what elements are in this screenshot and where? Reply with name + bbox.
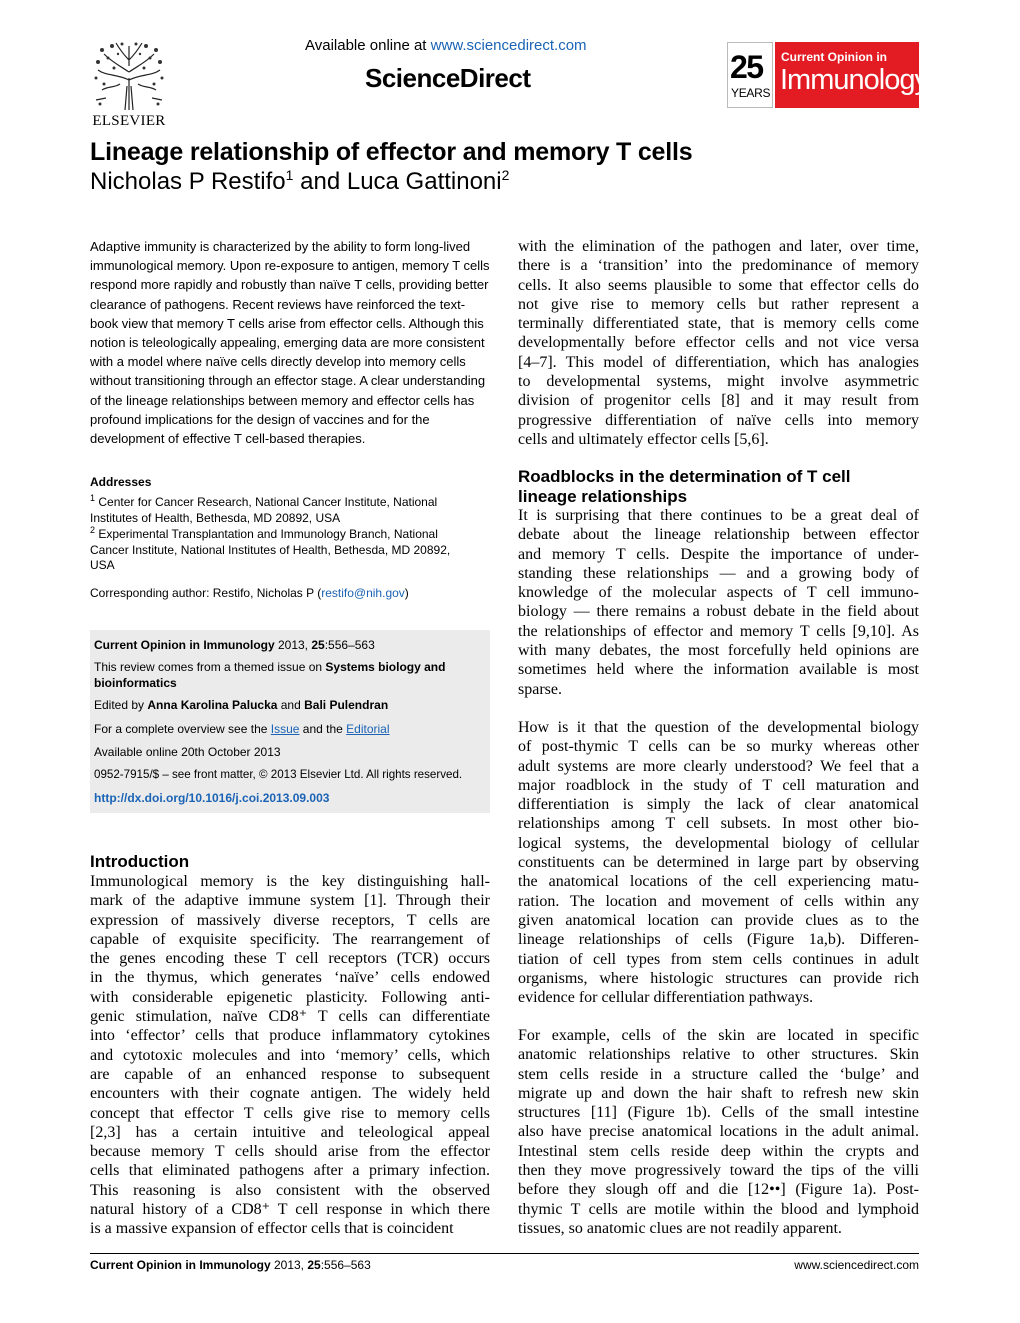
authors-and: and	[293, 168, 347, 195]
info-editor-2: Bali Pulendran	[304, 698, 389, 712]
introduction-line: because memory T cells should arise from the effector	[90, 1143, 490, 1161]
roadblocks-p2-line: of post-thymic T cells can be so murky whereas other	[518, 738, 919, 756]
info-journal: Current Opinion in Immunology	[94, 638, 275, 652]
article-info-box	[90, 630, 490, 813]
roadblocks-p3-line: stem cells reside in a structure called the ‘bulge’ and	[518, 1065, 919, 1083]
anniversary-badge	[727, 42, 773, 108]
roadblocks-p2-line: differentiation is simply the lack of clear anatomical	[518, 796, 919, 814]
roadblocks-p2-line: major roadblock in the study of T cell maturation and	[518, 776, 919, 794]
address-2-text: Experimental Transplantation and Immunology Branch, National Cancer Institute, National Institutes of Health, Bethesda, MD 20892, USA	[90, 527, 451, 572]
introduction-line: cells that eliminated pathogens after a primary infection.	[90, 1162, 490, 1180]
sciencedirect-link[interactable]: www.sciencedirect.com	[430, 37, 587, 54]
author-1-affiliation: 1	[285, 167, 294, 183]
corresponding-author	[90, 586, 409, 600]
info-edited-and: and	[277, 698, 305, 712]
roadblocks-heading	[518, 467, 851, 507]
roadblocks-p1-line: and memory T cells. Despite the importance of under-	[518, 545, 919, 563]
roadblocks-p2-line: constituents can be determined in large part by observing	[518, 854, 919, 872]
introduction-line: capable of exquisite specificity. The rearrangement of	[90, 930, 490, 948]
roadblocks-p1-line: It is surprising that there continues to be a great deal of	[518, 507, 919, 524]
info-volume: 25	[311, 638, 325, 652]
roadblocks-p2-line: lineage relationships of cells (Figure 1a,b). Differen-	[518, 931, 919, 949]
address-2-number: 2	[90, 525, 96, 535]
info-editor-1: Anna Karolina Palucka	[147, 698, 278, 712]
sciencedirect-logo: ScienceDirect	[365, 63, 531, 93]
info-citation	[94, 637, 470, 653]
roadblocks-p1-line: knowledge of the molecular aspects of T cell immuno-	[518, 584, 919, 602]
address-2	[90, 523, 470, 574]
introduction-line: the genes encoding these T cell receptors (TCR) occurs	[90, 950, 490, 968]
introduction-line: mark of the adaptive immune system [1]. Through their	[90, 892, 490, 910]
right-column-intro-continued	[518, 237, 919, 449]
addresses-heading: Addresses	[90, 475, 152, 489]
info-theme	[94, 659, 470, 691]
address-1	[90, 491, 470, 526]
info-pages: :556–563	[324, 638, 375, 652]
roadblocks-p1-line: the relationships of effector and memory T cells [9,10]. As	[518, 622, 919, 640]
introduction-line: and cytotoxic molecules and into ‘memory’ cells, which	[90, 1046, 490, 1064]
info-edited-prefix: Edited by	[94, 698, 148, 712]
introduction-line: Immunological memory is the key distinguishing hall-	[90, 873, 490, 890]
roadblocks-heading-line-1: Roadblocks in the determination of T cell	[518, 467, 851, 486]
roadblocks-p1-line: sparse.	[518, 680, 562, 698]
roadblocks-p2-line: How is it that the question of the developmental biology	[518, 719, 919, 736]
introduction-heading: Introduction	[90, 852, 190, 871]
roadblocks-p3-line: then they move progressively toward the tips of the villi	[518, 1162, 919, 1180]
article-title: Lineage relationship of effector and memory T cells	[90, 138, 693, 166]
badge-years: YEARS	[731, 86, 771, 100]
roadblocks-paragraph-3	[518, 1026, 919, 1238]
info-copyright: 0952-7915/$ – see front matter, © 2013 Elsevier Ltd. All rights reserved.	[94, 768, 463, 781]
info-editors	[94, 697, 470, 713]
available-prefix: Available online at	[305, 37, 431, 54]
introduction-text	[90, 872, 490, 1239]
info-year: 2013,	[274, 638, 312, 652]
roadblocks-p1-line: standing these relationships — and a growing body of	[518, 564, 919, 582]
intro-continued-line: to developmental systems, might involve asymmetric	[518, 373, 919, 391]
roadblocks-p2-line: adult systems are more clearly understood? We feel that a	[518, 757, 919, 775]
roadblocks-p1-line: sometimes held where the information available is most	[518, 661, 919, 679]
available-online	[305, 37, 587, 54]
roadblocks-p3-line: For example, cells of the skin are located in specific	[518, 1027, 919, 1044]
introduction-line: are capable of an enhanced response to subsequent	[90, 1065, 490, 1083]
journal-badge	[727, 42, 928, 108]
introduction-line: in the thymus, which generates ‘naïve’ cells endowed	[90, 969, 490, 987]
roadblocks-p2-line: organisms, where histologic structures can provide rich	[518, 969, 919, 987]
roadblocks-p2-line: given anatomical location can provide clues as to the	[518, 911, 919, 929]
roadblocks-p2-line: ration. The location and movement of cells within any	[518, 892, 919, 910]
roadblocks-p3-line: before they slough off and die [12••] (Figure 1a). Post-	[518, 1181, 919, 1199]
roadblocks-p1-line: with many debates, the most forcefully held opinions are	[518, 642, 919, 660]
info-overview-prefix: For a complete overview see the	[94, 722, 271, 736]
roadblocks-p2-line: logical systems, the developmental biology of cellular	[518, 834, 919, 852]
journal-logo-top: Current Opinion in	[781, 50, 887, 64]
badge-number: 25	[730, 49, 763, 85]
introduction-line: is a massive expansion of effector cells that is coincident	[90, 1220, 454, 1238]
roadblocks-p3-line: tissues, so anatomic clues are not readily apparent.	[518, 1219, 842, 1237]
introduction-line: genic stimulation, naïve CD8⁺ T cells can differentiate	[90, 1008, 490, 1026]
abstract: Adaptive immunity is characterized by the ability to form long-lived immunological memory. Upon re-exposure to antigen, memory T cells respond more rapidly and robustly than naïve T cells, providing better clearance of pathogens. Recent reviews have reinforced the text-book view that memory T cells arise from effector cells. Although this notion is teleologically appealing, emerging data are more consistent with a model where naïve cells directly develop into memory cells without transitioning through an effector stage. A clear understanding of the lineage relationships between memory and effector cells has profound implications for the design of vaccines and for the development of effective T cell-based therapies.	[90, 239, 490, 447]
intro-continued-line: terminally differentiated state, that is memory cells come	[518, 315, 919, 333]
intro-continued-line: cells. It also seems plausible to some that effector cells do	[518, 276, 919, 294]
intro-continued-line: not give rise to memory cells but rather represent a	[518, 295, 919, 313]
footer-year: 2013,	[270, 1258, 308, 1272]
elsevier-wordmark: ELSEVIER	[92, 113, 166, 129]
roadblocks-p3-line: also have precise anatomical locations in the adult animal.	[518, 1123, 919, 1141]
article-authors	[90, 167, 509, 196]
doi-link[interactable]: http://dx.doi.org/10.1016/j.coi.2013.09.003	[94, 791, 330, 805]
intro-continued-line: there is a ‘transition’ into the predominance of memory	[518, 257, 919, 275]
roadblocks-p2-line: tiation of cell types from stem cells continues in adult	[518, 950, 919, 968]
elsevier-tree-icon	[92, 40, 166, 112]
footer-citation	[90, 1258, 371, 1272]
author-1: Nicholas P Restifo	[90, 168, 286, 195]
intro-continued-line: with the elimination of the pathogen and later, over time,	[518, 238, 919, 255]
info-overview	[94, 721, 470, 737]
intro-continued-line: cells and ultimately effector cells [5,6].	[518, 430, 769, 448]
footer-divider	[90, 1253, 919, 1254]
introduction-line: [2,3] has a certain intuitive and teleological appeal	[90, 1123, 490, 1141]
author-2-affiliation: 2	[501, 167, 510, 183]
roadblocks-p2-line: the anatomical locations of the cell experiencing matu-	[518, 873, 919, 891]
address-1-number: 1	[90, 493, 96, 503]
roadblocks-p1-line: biology — there remains a robust debate in the field about	[518, 603, 919, 621]
introduction-line: This reasoning is also consistent with the observed	[90, 1181, 490, 1199]
info-available: Available online 20th October 2013	[94, 745, 281, 759]
intro-continued-line: developmentally before effector cells and not vice versa	[518, 334, 919, 352]
roadblocks-p3-line: migrate up and down the hair shaft to refresh new skin	[518, 1084, 919, 1102]
introduction-line: with considerable epigenetic plasticity. Following anti-	[90, 988, 490, 1006]
footer-journal: Current Opinion in Immunology	[90, 1258, 271, 1272]
editorial-link[interactable]: Editorial	[346, 722, 390, 736]
introduction-line: natural history of a CD8⁺ T cell response in which there	[90, 1201, 490, 1219]
roadblocks-paragraph-2	[518, 718, 919, 1007]
journal-logo-name: Immunology	[780, 64, 928, 96]
introduction-line: concept that effector T cells give rise to memory cells	[90, 1104, 490, 1122]
journal-logo	[775, 42, 928, 108]
roadblocks-p3-line: structures [11] (Figure 1b). Cells of the small intestine	[518, 1104, 919, 1122]
roadblocks-p1-line: debate about the lineage relationship between effector	[518, 526, 919, 544]
roadblocks-heading-line-2: lineage relationships	[518, 487, 688, 506]
intro-continued-line: [4–7]. This model of differentiation, which has analogies	[518, 353, 919, 371]
introduction-line: expression of massively diverse receptors, T cells are	[90, 911, 490, 929]
intro-continued-line: division of progenitor cells [8] and it may result from	[518, 392, 919, 410]
intro-continued-line: progressive differentiation of naïve cells into memory	[518, 411, 919, 429]
footer-site: www.sciencedirect.com	[794, 1258, 919, 1272]
info-overview-and: and the	[299, 722, 347, 736]
address-1-text: Center for Cancer Research, National Cancer Institute, National Institutes of Health, Bethesda, MD 20892, USA	[90, 495, 438, 525]
roadblocks-p3-line: Intestinal stem cells reside deep within the crypts and	[518, 1142, 919, 1160]
introduction-line: into ‘effector’ cells that produce inflammatory cytokines	[90, 1027, 490, 1045]
corresponding-email-link[interactable]: restifo@nih.gov	[321, 586, 405, 600]
elsevier-logo	[92, 40, 166, 130]
author-2: Luca Gattinoni	[346, 168, 502, 195]
info-theme-prefix: This review comes from a themed issue on	[94, 660, 326, 674]
info-theme-name: Systems biology and bioinformatics	[94, 660, 446, 690]
roadblocks-p3-line: thymic T cells are motile within the blood and lymphoid	[518, 1200, 919, 1218]
introduction-line: encounters with their cognate antigen. The widely held	[90, 1085, 490, 1103]
footer-pages: :556–563	[320, 1258, 371, 1272]
roadblocks-p2-line: evidence for cellular differentiation pathways.	[518, 989, 814, 1007]
corresponding-suffix: )	[404, 586, 409, 600]
roadblocks-p3-line: anatomic relationships relative to other structures. Skin	[518, 1046, 919, 1064]
roadblocks-p2-line: relationships among T cell subsets. In most other bio-	[518, 815, 919, 833]
roadblocks-paragraph-1	[518, 506, 919, 699]
footer-volume: 25	[307, 1258, 321, 1272]
info-doi	[94, 790, 470, 806]
issue-link[interactable]: Issue	[270, 722, 300, 736]
corresponding-prefix: Corresponding author: Restifo, Nicholas P (	[90, 586, 322, 600]
